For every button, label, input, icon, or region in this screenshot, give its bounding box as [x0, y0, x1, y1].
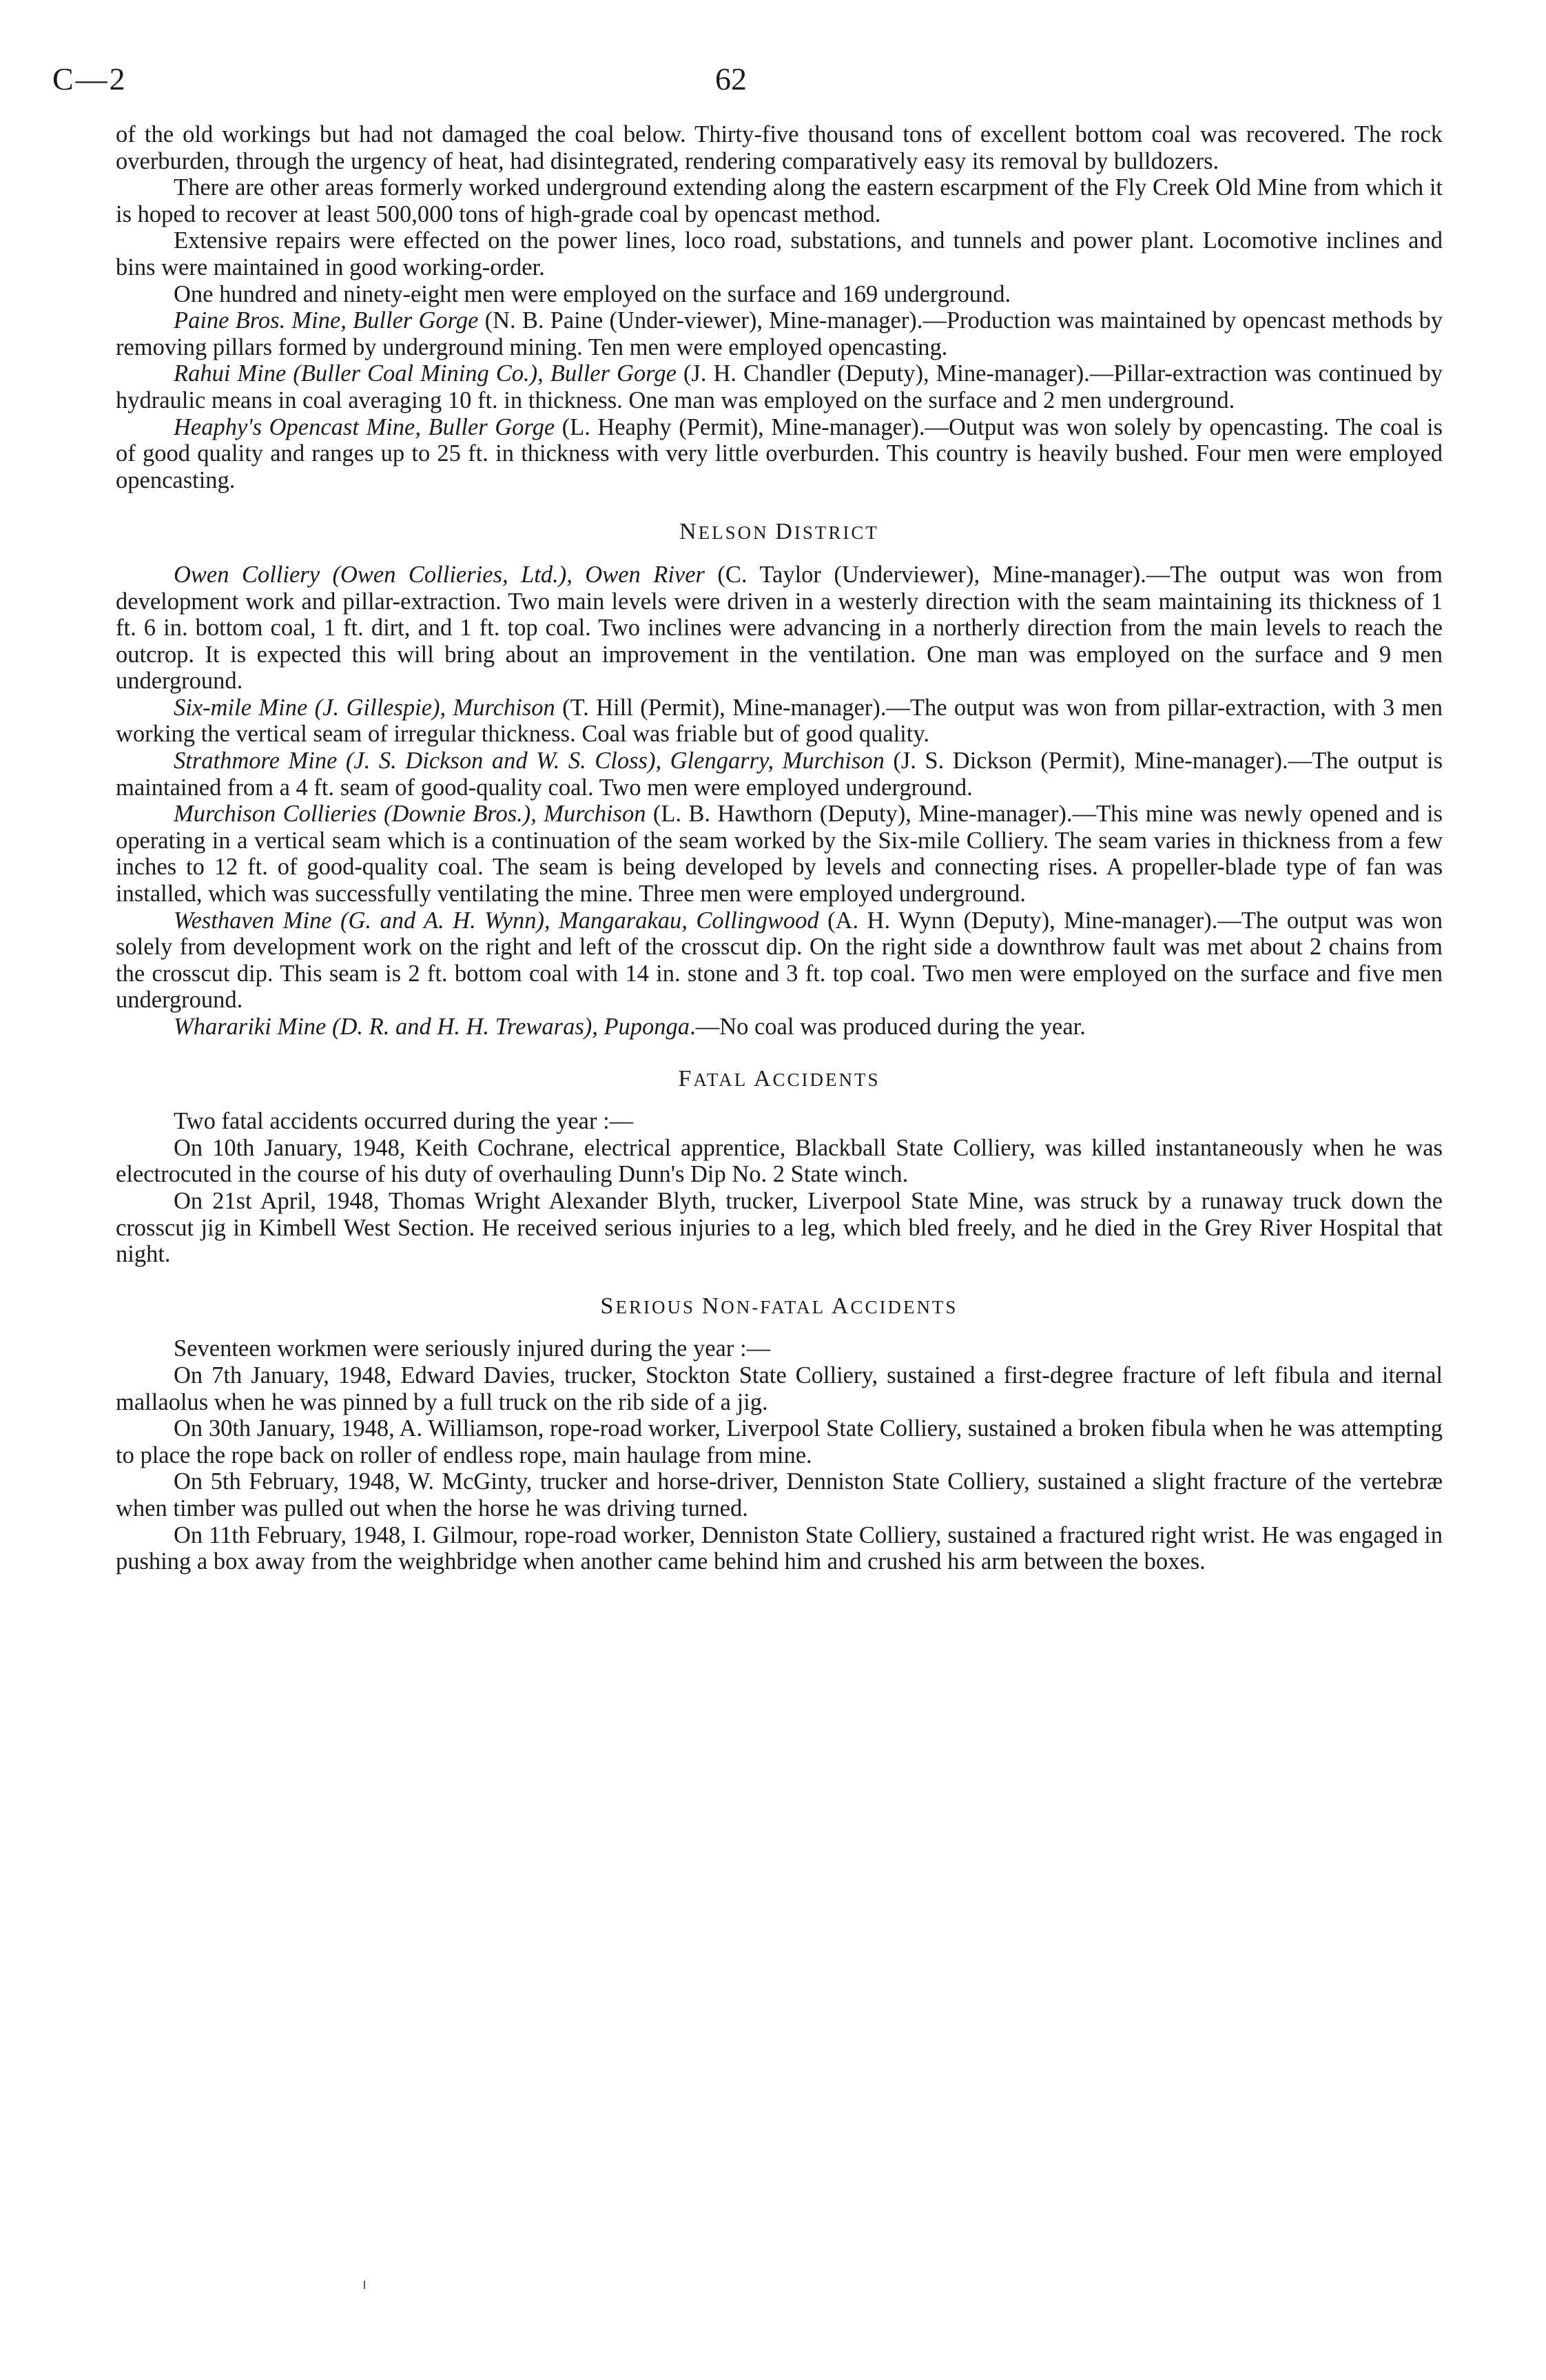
section-heading-serious-accidents: SERIOUS NON-FATAL ACCIDENTS — [600, 1293, 958, 1319]
mine-name: Rahui Mine (Buller Coal Mining Co.), Buller Gorge — [174, 360, 677, 387]
document-reference: C—2 — [52, 61, 127, 96]
mine-report-strathmore: Strathmore Mine (J. S. Dickson and W. S. Closs), Glengarry, Murchison (J. S. Dickson (Permit), Mine-manager).—The output is maintained from a 4 ft. seam of good-quality coal. Two men were employed underground. — [116, 748, 1443, 801]
mine-report-westhaven: Westhaven Mine (G. and A. H. Wynn), Mangarakau, Collingwood (A. H. Wynn (Deputy), Mine-manager).—The output was won solely from development work on the right and left of the crosscut dip. On the right side a downthrow fault was met about 2 chains from the crosscut dip. This seam is 2 ft. bottom coal with 14 in. stone and 3 ft. top coal. Two men were employed on the surface and five men underground. — [116, 907, 1443, 1014]
mine-report-rahui: Rahui Mine (Buller Coal Mining Co.), Buller Gorge (J. H. Chandler (Deputy), Mine-manager).—Pillar-extraction was continued by hydraulic means in coal averaging 10 ft. in thickness. One man was employed on the surface and 2 men underground. — [116, 360, 1443, 413]
page-number: 62 — [715, 61, 747, 96]
paragraph: On 30th January, 1948, A. Williamson, rope-road worker, Liverpool State Colliery, sustained a broken fibula when he was attempting to place the rope back on roller of endless rope, main haulage from mine. — [116, 1415, 1443, 1468]
mine-name: Six-mile Mine (J. Gillespie), Murchison — [174, 694, 555, 721]
mine-name: Wharariki Mine (D. R. and H. H. Trewaras), Puponga — [174, 1014, 690, 1040]
section-heading-fatal-accidents: FATAL ACCIDENTS — [678, 1065, 880, 1091]
print-mark — [364, 2281, 365, 2289]
mine-report-six-mile: Six-mile Mine (J. Gillespie), Murchison (T. Hill (Permit), Mine-manager).—The output was won from pillar-extraction, with 3 men working the vertical seam of irregular thickness. Coal was friable but of good quality. — [116, 694, 1443, 748]
page-header — [52, 61, 1443, 121]
mine-name: Heaphy's Opencast Mine, Buller Gorge — [174, 413, 555, 440]
paragraph: On 7th January, 1948, Edward Davies, trucker, Stockton State Colliery, sustained a first-degree fracture of left fibula and iternal mallaolus when he was pinned by a full truck on the rib side of a jig. — [116, 1362, 1443, 1415]
paragraph: of the old workings but had not damaged the coal below. Thirty-five thousand tons of excellent bottom coal was recovered. The rock overburden, through the urgency of heat, had disintegrated, rendering comparatively easy its removal by bulldozers. — [116, 121, 1443, 174]
paragraph: On 21st April, 1948, Thomas Wright Alexander Blyth, trucker, Liverpool State Mine, was struck by a runaway truck down the crosscut jig in Kimbell West Section. He received serious injuries to a leg, which bled freely, and he died in the Grey River Hospital that night. — [116, 1187, 1443, 1268]
mine-name: Strathmore Mine (J. S. Dickson and W. S. Closs), Glengarry, Murchison — [174, 748, 885, 774]
mine-report-murchison: Murchison Collieries (Downie Bros.), Murchison (L. B. Hawthorn (Deputy), Mine-manager).—This mine was newly opened and is operating in a vertical seam which is a continuation of the seam worked by the Six-mile Colliery. The seam varies in thickness from a few inches to 12 ft. of good-quality coal. The seam is being developed by levels and connecting rises. A propeller-blade type of fan was installed, which was successfully ventilating the mine. Three men were employed underground. — [116, 801, 1443, 907]
paragraph: On 10th January, 1948, Keith Cochrane, electrical apprentice, Blackball State Colliery, was killed instantaneously when he was electrocuted in the course of his duty of overhauling Dunn's Dip No. 2 State winch. — [116, 1134, 1443, 1188]
mine-name: Murchison Collieries (Downie Bros.), Murchison — [174, 801, 646, 828]
paragraph: On 11th February, 1948, I. Gilmour, rope-road worker, Denniston State Colliery, sustained a fractured right wrist. He was engaged in pushing a box away from the weighbridge when another came behind him and crushed his arm between the boxes. — [116, 1521, 1443, 1575]
paragraph: Seventeen workmen were seriously injured during the year :— — [174, 1335, 771, 1362]
mine-name: Owen Colliery (Owen Collieries, Ltd.), Owen River — [174, 561, 705, 588]
document-body — [116, 121, 1443, 1575]
paragraph: Two fatal accidents occurred during the year :— — [174, 1108, 634, 1135]
mine-report-owen: Owen Colliery (Owen Collieries, Ltd.), Owen River (C. Taylor (Underviewer), Mine-manager).—The output was won from development work and pillar-extraction. Two main levels were driven in a westerly direction with the seam maintaining its thickness of 1 ft. 6 in. bottom coal, 1 ft. dirt, and 1 ft. top coal. Two inclines were advancing in a northerly direction from the main levels to reach the outcrop. It is expected this will bring about an improvement in the ventilation. One man was employed on the surface and 9 men underground. — [116, 561, 1443, 695]
paragraph: Extensive repairs were effected on the power lines, loco road, substations, and tunnels and power plant. Locomotive inclines and bins were maintained in good working-order. — [116, 227, 1443, 280]
paragraph: On 5th February, 1948, W. McGinty, trucker and horse-driver, Denniston State Colliery, sustained a slight fracture of the vertebræ when timber was pulled out when the horse he was driving turned. — [116, 1468, 1443, 1521]
mine-report-wharariki: Wharariki Mine (D. R. and H. H. Trewaras), Puponga.—No coal was produced during the year. — [174, 1014, 1086, 1040]
mine-report-paine: Paine Bros. Mine, Buller Gorge (N. B. Paine (Under-viewer), Mine-manager).—Production was maintained by opencast methods by removing pillars formed by underground mining. Ten men were employed opencasting. — [116, 307, 1443, 360]
section-heading-nelson-district: NELSON DISTRICT — [679, 519, 879, 545]
paragraph: There are other areas formerly worked underground extending along the eastern escarpment of the Fly Creek Old Mine from which it is hoped to recover at least 500,000 tons of high-grade coal by opencast method. — [116, 174, 1443, 227]
mine-name: Westhaven Mine (G. and A. H. Wynn), Mangarakau, Collingwood — [174, 907, 819, 934]
mine-name: Paine Bros. Mine, Buller Gorge — [174, 307, 479, 334]
mine-report-heaphy: Heaphy's Opencast Mine, Buller Gorge (L. Heaphy (Permit), Mine-manager).—Output was won solely by opencasting. The coal is of good quality and ranges up to 25 ft. in thickness with very little overburden. This country is heavily bushed. Four men were employed opencasting. — [116, 413, 1443, 493]
paragraph: One hundred and ninety-eight men were employed on the surface and 169 underground. — [174, 280, 1011, 307]
